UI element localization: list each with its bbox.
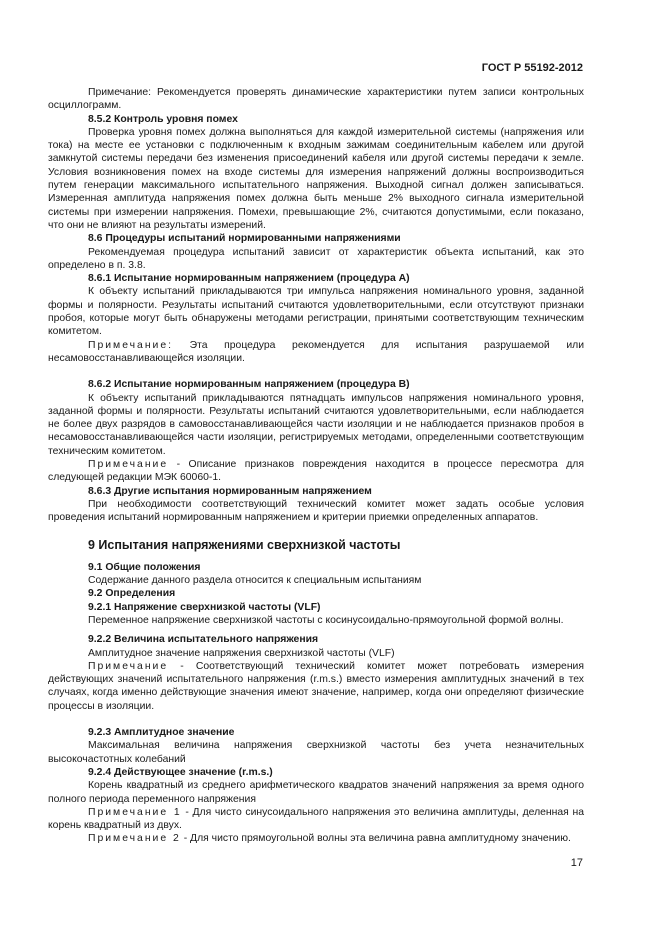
heading-9-2-3: 9.2.3 Амплитудное значение: [88, 727, 235, 739]
note-procedure-b: [48, 458, 584, 485]
paragraph-vlf-definition: Переменное напряжение сверхнизкой частоты с косинусоидально-прямоугольной формой волны.: [88, 614, 564, 626]
page-number: 17: [570, 857, 583, 869]
heading-9-2-4: 9.2.4 Действующее значение (r.m.s.): [88, 766, 273, 778]
paragraph-rms-definition: Корень квадратный из среднего арифметического квадратов значений напряжения за время одного полного периода переменного напряжения: [48, 780, 584, 805]
paragraph-note-oscillograms: Примечание: Рекомендуется проверять динамические характеристики путем записи контрольных осциллограмм.: [48, 87, 584, 112]
heading-9-1: 9.1 Общие положения: [88, 561, 201, 573]
document-id: ГОСТ Р 55192-2012: [481, 62, 583, 74]
note-rms: [48, 660, 584, 713]
paragraph-procedure-b: К объекту испытаний прикладываются пятнадцать импульсов напряжения номинального уровня, заданной формы и полярности. Результаты испытаний считаются удовлетворительными, если наблюдается не более двух разрядов в самовосстанавливающейся части изоляции и не наблюдается признаков пробоя в несамовосстанавливающейся части изоляции, регистрируемых методами, определенными соответствующим техническим комитетом.: [48, 392, 584, 457]
page-body: [48, 86, 584, 846]
heading-8-6-3: 8.6.3 Другие испытания нормированным напряжением: [88, 485, 372, 497]
note-label: Примечание: [88, 660, 169, 672]
heading-9-2-2: 9.2.2 Величина испытательного напряжения: [88, 634, 319, 646]
paragraph-peak-value: Максимальная величина напряжения сверхнизкой частоты без учета незначительных высокочастотных колебаний: [48, 740, 584, 765]
note-label: Примечание 1: [88, 806, 182, 818]
note-text: - Для чисто синусоидального напряжения это величина амплитуды, деленная на корень квадратный из двух.: [48, 806, 584, 832]
heading-8-5-2: 8.5.2 Контроль уровня помех: [88, 113, 238, 125]
heading-section-9: 9 Испытания напряжениями сверхнизкой частоты: [88, 537, 401, 552]
paragraph-general: Содержание данного раздела относится к специальным испытаниям: [88, 575, 422, 587]
heading-9-2-1: 9.2.1 Напряжение сверхнизкой частоты (VLF): [88, 601, 321, 613]
paragraph-other-tests: При необходимости соответствующий технический комитет может задать особые условия проведения испытаний нормированным напряжением и критерии приемки определенных аппаратов.: [48, 498, 584, 524]
heading-8-6-1: 8.6.1 Испытание нормированным напряжением (процедура А): [88, 273, 410, 285]
paragraph-test-voltage: Амплитудное значение напряжения сверхнизкой частоты (VLF): [88, 647, 395, 659]
paragraph-procedure-intro: Рекомендуемая процедура испытаний зависит от характеристик объекта испытаний, как это определено в п. 3.8.: [48, 246, 584, 271]
paragraph-procedure-a: К объекту испытаний прикладываются три импульса напряжения номинального уровня, заданной формы и полярности. Результаты испытаний считаются удовлетворительными, если отсутствуют признаки пробоя, которые могут быть обнаружены методами регистрации, принятыми соответствующим техническим комитетом.: [48, 286, 584, 338]
note-text: Эта процедура рекомендуется для испытания разрушаемой или несамовосстанавливающейся изоляции.: [48, 339, 584, 364]
note-label: Примечание: [88, 459, 169, 471]
note-text: - Описание признаков повреждения находится в процессе пересмотра для следующей редакции МЭК 60060-1.: [48, 459, 584, 484]
heading-9-2: 9.2 Определения: [88, 588, 176, 600]
paragraph-interference-check: Проверка уровня помех должна выполняться для каждой измерительной системы (напряжения или тока) на месте ее установки с подключенным к входным зажимам соединительным кабелем или другой замкнутой системы передачи без изменения присоединений кабеля или другой системы передачи к земле. Условия возникновения помех на входе системы для измерения напряжений должны воспроизводиться путем генерации максимального испытательного напряжения. Выходной сигнал должен записываться. Измеренная амплитуда напряжения помех должна быть меньше 2% выходного сигнала измерительной системы при измерении напряжения. Помехи, превышающие 2%, считаются допустимыми, если показано, что они не влияют на результаты измерений.: [48, 126, 584, 231]
note-1-sine: [48, 806, 584, 833]
note-label: Примечание:: [88, 339, 174, 351]
note-text: - Для чисто прямоугольной волны эта величина равна амплитудному значению.: [180, 833, 571, 845]
heading-8-6-2: 8.6.2 Испытание нормированным напряжением (процедура В): [88, 379, 410, 391]
note-2-square: [48, 832, 584, 845]
heading-8-6: 8.6 Процедуры испытаний нормированными напряжениями: [88, 233, 401, 245]
note-procedure-a: [48, 339, 584, 366]
note-label: Примечание 2: [88, 833, 181, 845]
note-text: - Соответствующий технический комитет может потребовать измерения действующих значений испытательного напряжения (r.m.s.) вместо измерения амплитудных значений в тех случаях, когда именно действующие значения имеют значение, например, когда они определяют физические процессы в изоляции.: [48, 660, 584, 712]
